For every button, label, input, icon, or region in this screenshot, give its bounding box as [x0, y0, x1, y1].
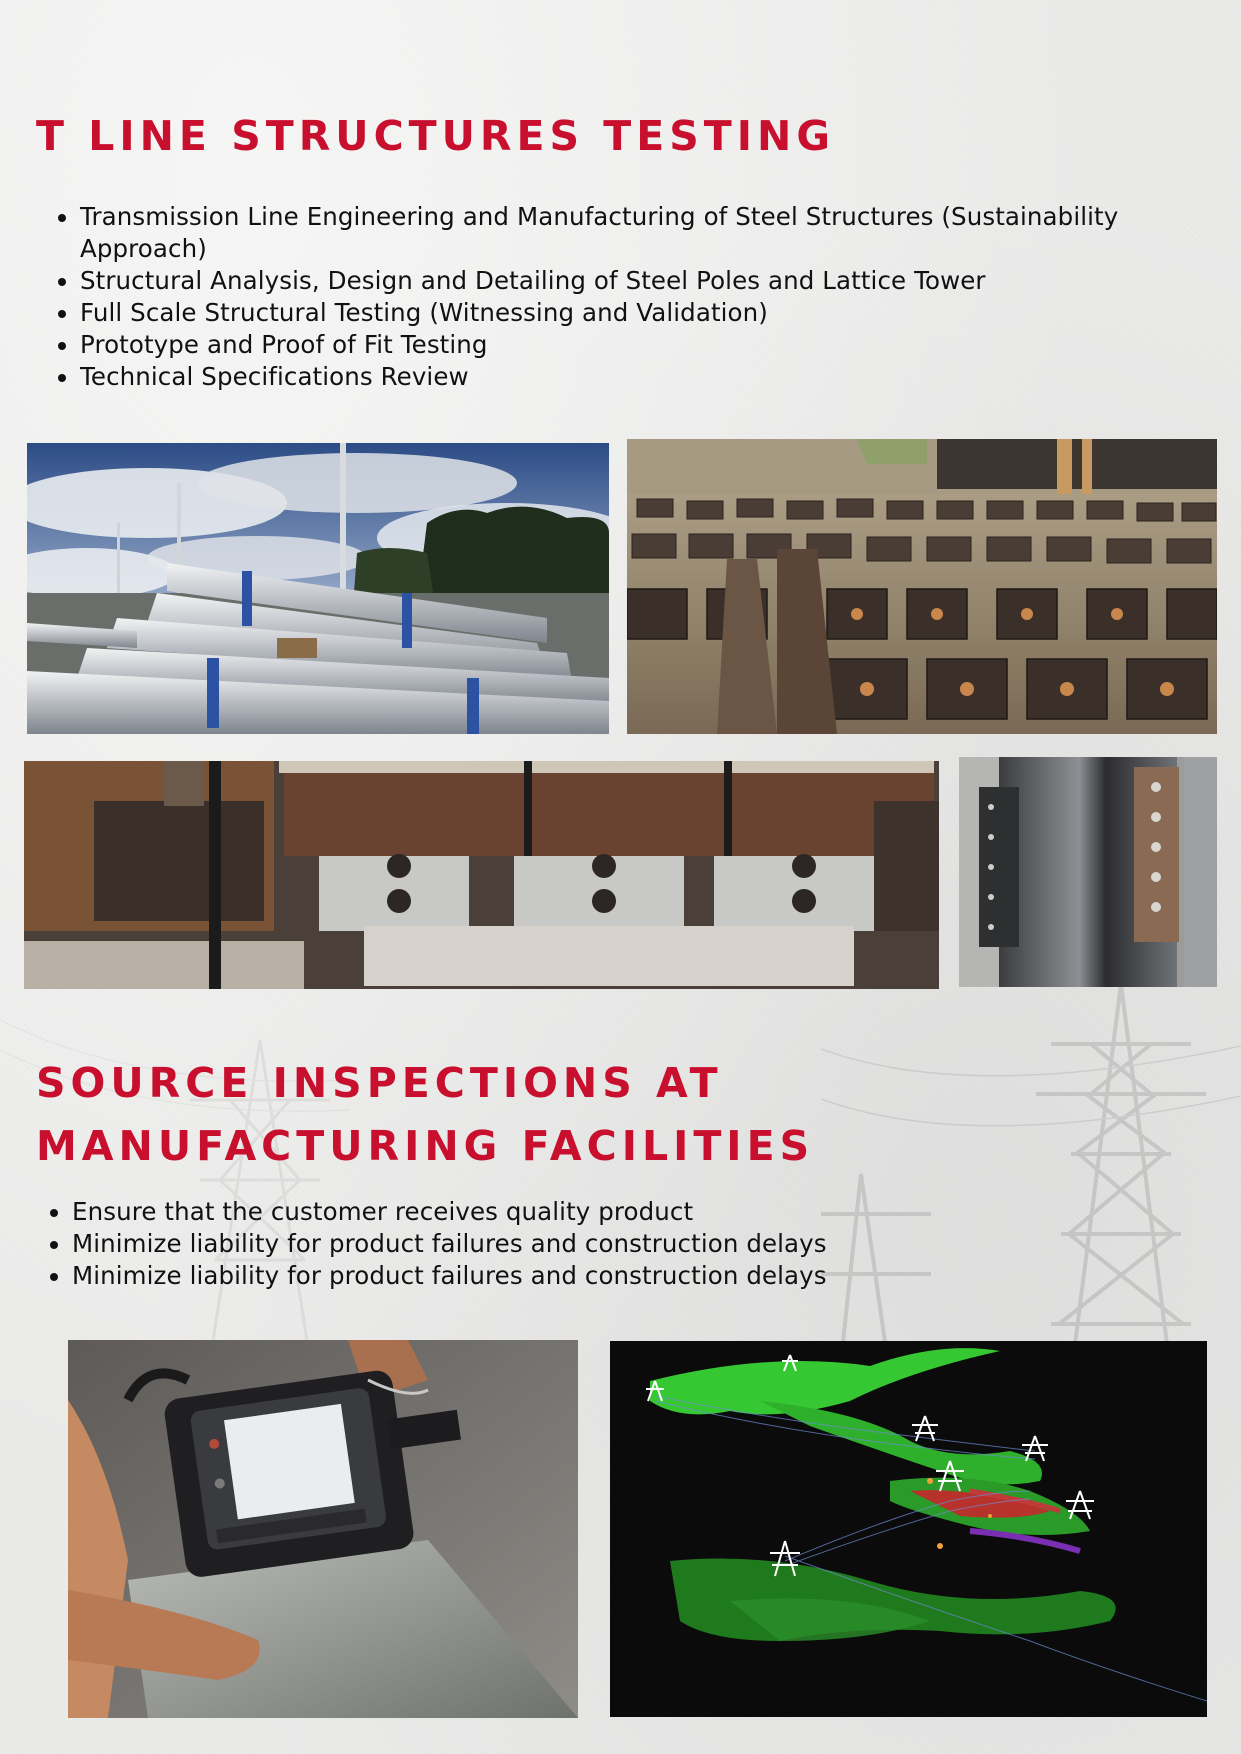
list-item: • Prototype and Proof of Fit Testing: [80, 329, 1210, 361]
list-item: • Minimize liability for product failures and construction delays: [72, 1228, 1222, 1260]
section-title-structures-testing: T LINE STRUCTURES TESTING: [36, 112, 835, 160]
list-item: • Minimize liability for product failures and construction delays: [72, 1260, 1222, 1292]
list-item: • Structural Analysis, Design and Detailing of Steel Poles and Lattice Tower: [80, 265, 1210, 297]
section-title-source-inspections: SOURCE INSPECTIONS AT MANUFACTURING FACILITIES: [36, 1059, 815, 1170]
list-item: • Ensure that the customer receives quality product: [72, 1196, 1222, 1228]
list-item: • Technical Specifications Review: [80, 361, 1210, 393]
lidar-point-cloud-image: [610, 1341, 1207, 1717]
crated-weldments-photo: [24, 761, 939, 989]
base-plates-photo: [627, 439, 1217, 734]
source-inspections-list: [28, 1196, 1222, 1292]
list-item: • Transmission Line Engineering and Manufacturing of Steel Structures (Sustainability Approach): [80, 201, 1210, 265]
steel-member-photo: [959, 757, 1217, 987]
ultrasonic-device-photo: [68, 1340, 578, 1718]
structures-testing-list: [36, 201, 1210, 393]
list-item: • Full Scale Structural Testing (Witnessing and Validation): [80, 297, 1210, 329]
steel-poles-photo: [27, 443, 609, 734]
